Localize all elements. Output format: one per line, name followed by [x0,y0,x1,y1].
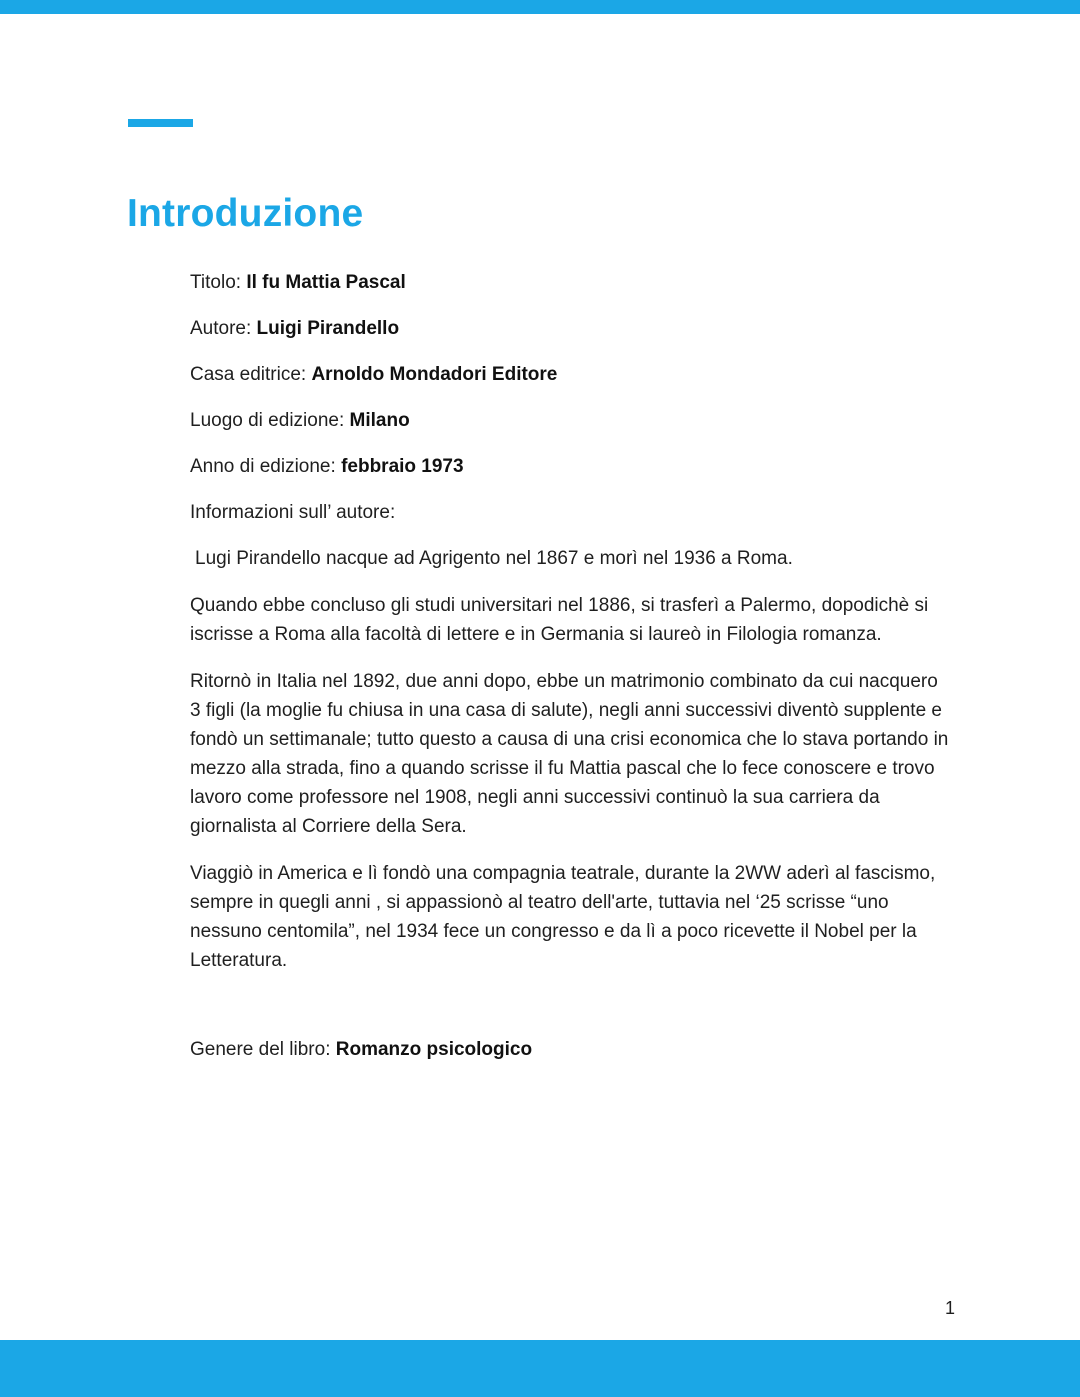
accent-dash [128,119,193,127]
page-number: 1 [944,1298,955,1318]
field-year-value: febbraio 1973 [341,456,464,477]
field-title-label: Titolo: [190,272,247,293]
paragraph-later-life: Viaggiò in America e lì fondò una compagnia teatrale, durante la 2WW aderì al fascismo, sempre in quegli anni , si appassionò al teatro dell'arte, tuttavia nel ‘25 scrisse “uno nessuno centomila”, nel 1934 fece un congresso e da lì a poco ricevette il Nobel per la Letteratura. [190,863,936,971]
field-genre [190,1035,950,1064]
field-place [190,406,950,435]
field-genre-label: Genere del libro: [190,1039,336,1060]
field-year [190,452,950,481]
paragraph-studies: Quando ebbe concluso gli studi universitari nel 1886, si trasferì a Palermo, dopodichè si iscrisse a Roma alla facoltà di lettere e in Germania si laureò in Filologia romanza. [190,595,929,645]
field-author-info-label: Informazioni sull’ autore: [190,502,396,523]
field-author-info [190,498,950,527]
field-place-value: Milano [349,410,410,431]
bottom-accent-bar [0,1340,1080,1397]
top-accent-bar [0,0,1080,14]
field-publisher-label: Casa editrice: [190,364,312,385]
field-title-value: Il fu Mattia Pascal [246,272,406,293]
paragraph-birth: Lugi Pirandello nacque ad Agrigento nel 1867 e morì nel 1936 a Roma. [195,548,793,569]
field-publisher-value: Arnoldo Mondadori Editore [311,364,558,385]
page-title: Introduzione [127,192,364,235]
field-author [190,314,950,343]
field-author-label: Autore: [190,318,257,339]
paragraph-career: Ritornò in Italia nel 1892, due anni dopo, ebbe un matrimonio combinato da cui nacquero 3 figli (la moglie fu chiusa in una casa di salute), negli anni successivi diventò supplente e fondò un settimanale; tutto questo a causa di una crisi economica che lo stava portando in mezzo alla strada, fino a quando scrisse il fu Mattia pascal che lo fece conoscere e trovo lavoro come professore nel 1908, negli anni successivi continuò la sua carriera da giornalista al Corriere della Sera. [190,671,949,837]
field-author-value: Luigi Pirandello [256,318,400,339]
document-body [190,268,950,1081]
field-genre-value: Romanzo psicologico [335,1039,533,1060]
field-publisher [190,360,950,389]
field-place-label: Luogo di edizione: [190,410,350,431]
field-year-label: Anno di edizione: [190,456,342,477]
field-title [190,268,950,297]
